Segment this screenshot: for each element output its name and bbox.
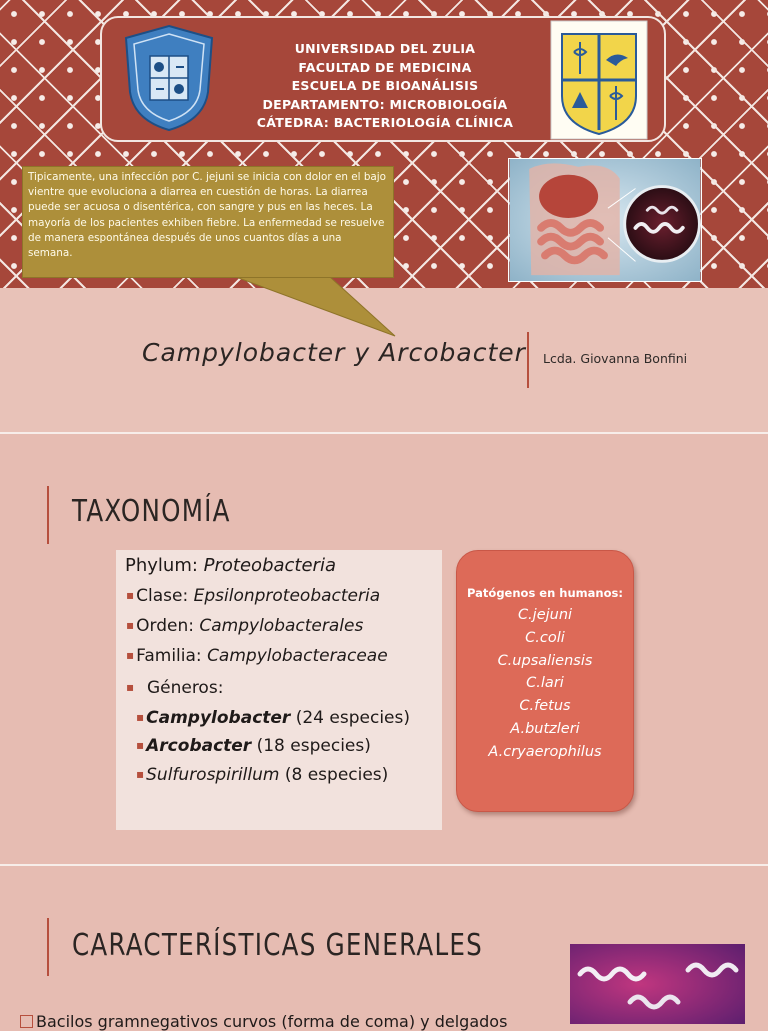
- pathogens-box: [456, 550, 634, 812]
- familia-line: ▪ Familia: Campylobacteraceae: [126, 646, 388, 666]
- pathogen-item: C.fetus: [519, 698, 571, 715]
- clase-line: ▪ Clase: Epsilonproteobacteria: [126, 586, 381, 606]
- heading-accent-bar: [47, 918, 49, 976]
- bullet-icon: ▪: [126, 618, 135, 632]
- genus-item: ▪ Sulfurospirillum (8 especies): [136, 765, 389, 785]
- pathogen-item: C.jejuni: [517, 607, 573, 623]
- title-divider: [527, 332, 529, 388]
- generos-line: ▪ Géneros:: [126, 678, 224, 698]
- taxonomy-list: [116, 550, 442, 830]
- bullet-icon: ▪: [126, 680, 135, 694]
- bacteria-micrograph-icon: [570, 944, 745, 1024]
- pathogen-item: A.butzleri: [510, 720, 580, 737]
- genus-item: ▪ Campylobacter (24 especies): [136, 708, 410, 728]
- institution-header-text: [252, 40, 518, 133]
- characteristic-item: Bacilos gramnegativos curvos (forma de coma) y delgados: [20, 1012, 507, 1031]
- pathogen-item: C.lari: [526, 675, 564, 692]
- pathogen-item: A.cryaerophilus: [488, 743, 602, 760]
- intestine-bacteria-illustration-icon: [508, 158, 702, 282]
- header-line-department: DEPARTAMENTO: MICROBIOLOGÍA: [262, 96, 508, 112]
- header-line-faculty: FACULTAD DE MEDICINA: [298, 59, 472, 75]
- institution-header: [100, 16, 666, 142]
- bullet-icon: ▪: [136, 738, 145, 752]
- genus-item: ▪ Arcobacter (18 especies): [136, 736, 371, 756]
- presentation-title: Campylobacter y Arcobacter: [142, 338, 526, 367]
- characteristics-slide: [0, 866, 768, 1031]
- pathogen-item: C.upsaliensis: [497, 652, 593, 669]
- bullet-icon: ▪: [126, 588, 135, 602]
- bullet-icon: ▪: [136, 710, 145, 724]
- header-line-chair: CÁTEDRA: BACTERIOLOGÍA CLÍNICA: [256, 115, 514, 131]
- pathogens-heading: Patógenos en humanos:: [467, 586, 623, 600]
- header-line-university: UNIVERSIDAD DEL ZULIA: [294, 41, 476, 56]
- taxonomy-slide: [0, 434, 768, 864]
- taxonomy-heading: TAXONOMÍA: [72, 494, 231, 529]
- bullet-icon: ▪: [126, 648, 135, 662]
- header-line-school: ESCUELA DE BIOANÁLISIS: [291, 78, 479, 94]
- university-crest-left-icon: [120, 22, 218, 134]
- author-name: Lcda. Giovanna Bonfini: [543, 351, 688, 366]
- characteristics-heading: CARACTERÍSTICAS GENERALES: [72, 928, 484, 963]
- checkbox-bullet-icon: [20, 1015, 33, 1028]
- title-slide: [0, 0, 768, 432]
- bullet-icon: ▪: [136, 767, 145, 781]
- medicine-faculty-crest-right-icon: [550, 20, 648, 140]
- pathogen-item: C.coli: [525, 629, 565, 646]
- heading-accent-bar: [47, 486, 49, 544]
- phylum-line: Phylum: Proteobacteria: [125, 555, 336, 576]
- orden-line: ▪ Orden: Campylobacterales: [126, 616, 364, 636]
- symptoms-callout: Tipicamente, una infección por C. jejuni se inicia con dolor en el bajo vientre que evoluciona a diarrea en cuestión de horas. La diarrea puede ser acuosa o disentérica, con sangre y pus en las heces. La mayoría de los pacientes exhiben fiebre. La enfermedad se resuelve de manera espontánea después de unos cuantos días a una semana.: [22, 166, 394, 278]
